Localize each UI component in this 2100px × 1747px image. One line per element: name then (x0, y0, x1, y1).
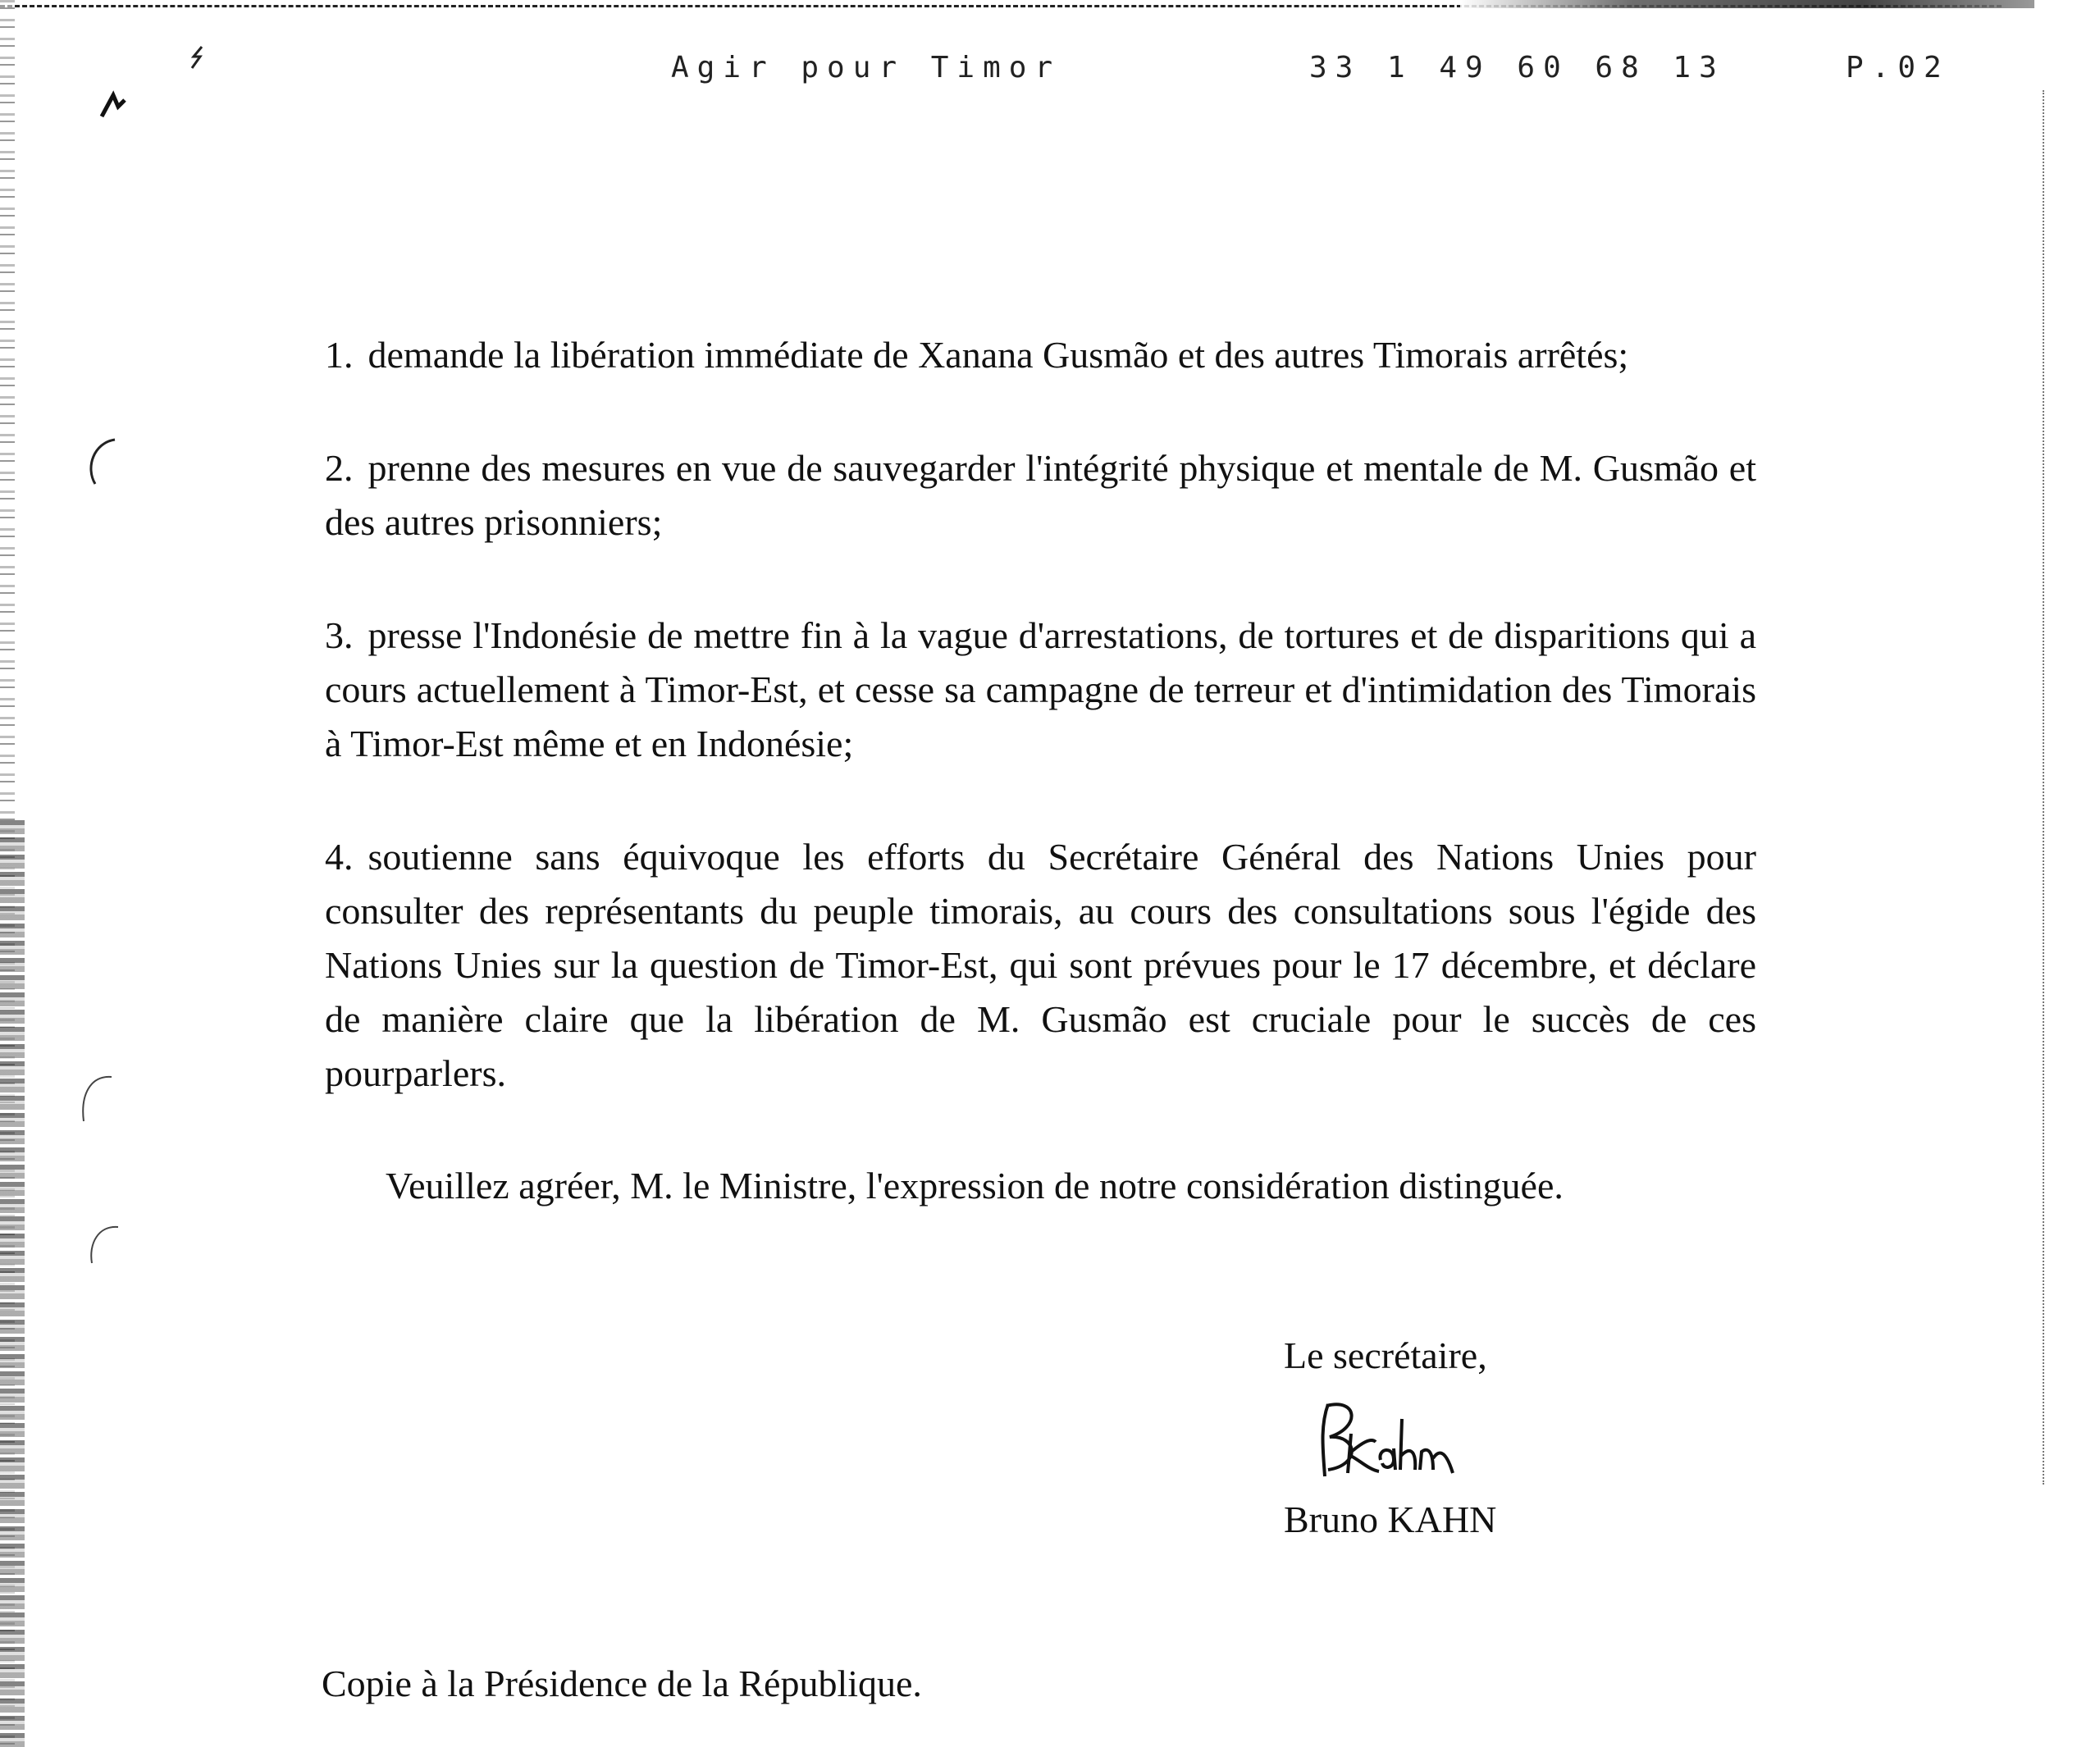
numbered-item (325, 830, 1756, 1101)
signature-title: Le secrétaire, (1284, 1334, 1487, 1376)
item-number: 1. (325, 334, 354, 376)
signatory-name: Bruno KAHN (1284, 1498, 1497, 1540)
handwritten-signature (1308, 1394, 1464, 1485)
item-number: 2. (325, 447, 354, 489)
numbered-item (325, 609, 1756, 771)
item-text: demande la libération immédiate de Xanana Gusmão et des autres Timorais arrêtés; (368, 334, 1629, 376)
numbered-item (325, 328, 1756, 382)
fax-phone-number: 33 1 49 60 68 13 (1309, 51, 1725, 84)
copy-to-line: Copie à la Présidence de la République. (322, 1663, 922, 1704)
fax-top-dark-streak (1460, 0, 2034, 8)
letter-body (325, 328, 1756, 1160)
item-number: 3. (325, 614, 354, 656)
fax-page-number: P.02 (1846, 51, 1950, 84)
item-number: 4. (325, 836, 354, 878)
signature-block (1284, 1329, 1776, 1540)
item-text: soutienne sans équivoque les efforts du Secrétaire Général des Nations Unies pour consulter des représentants du peuple timorais, au cours des consultations sous l'égide des Nations Unies sur la question de Timor-Est, qui sont prévues pour le 17 décembre, et déclare de manière claire que la libération de M. Gusmão est cruciale pour le succès de ces pourparlers. (325, 836, 1756, 1094)
fax-sender: Agir pour Timor (671, 51, 1061, 84)
fax-left-edge-shadow (0, 820, 25, 1747)
fax-header (0, 51, 2100, 92)
item-text: prenne des mesures en vue de sauvegarder l'intégrité physique et mentale de M. Gusmão et des autres prisonniers; (325, 447, 1756, 543)
fax-right-edge-noise (2043, 90, 2049, 1485)
punch-hole-icon (82, 1220, 120, 1273)
punch-hole-icon (82, 435, 120, 487)
closing-formula: Veuillez agréer, M. le Ministre, l'expression de notre considération distinguée. (386, 1165, 1564, 1206)
punch-hole-icon (75, 1070, 113, 1123)
item-text: presse l'Indonésie de mettre fin à la vague d'arrestations, de tortures et de disparitions qui a cours actuellement à Timor-Est, et cesse sa campagne de terreur et d'intimidation des Timorais à Timor-Est même et en Indonésie; (325, 614, 1756, 764)
numbered-item (325, 441, 1756, 550)
stray-mark-icon (97, 89, 130, 121)
